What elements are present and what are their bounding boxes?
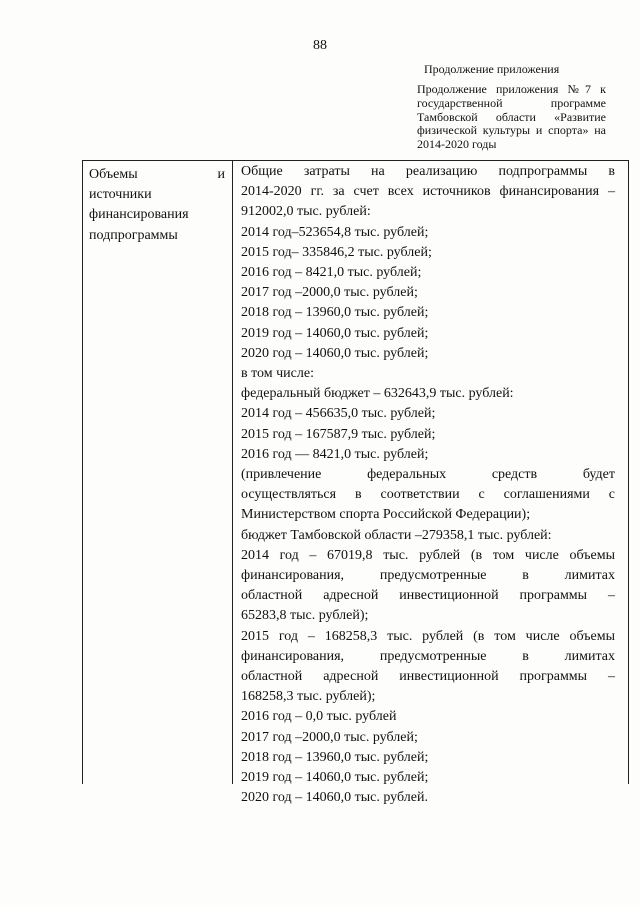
financing-line: 2014 год – 67019,8 тыс. рублей (в том числе объемы	[241, 547, 615, 563]
financing-table	[82, 160, 629, 806]
row-header-line: Объемы и	[89, 167, 225, 182]
financing-line: 65283,8 тыс. рублей);	[241, 608, 369, 624]
row-header-line: источники	[89, 187, 152, 203]
page-number: 88	[313, 38, 327, 53]
financing-line: федеральный бюджет – 632643,9 тыс. рублей:	[241, 386, 514, 402]
financing-line: финансирования, предусмотренные в лимитах	[241, 568, 615, 584]
continuation-note: Продолжение приложения	[424, 62, 560, 76]
financing-line: 2019 год – 14060,0 тыс. рублей;	[241, 770, 429, 786]
financing-line: 2017 год –2000,0 тыс. рублей;	[241, 285, 418, 301]
financing-line: 2014 год – 456635,0 тыс. рублей;	[241, 406, 436, 422]
financing-details-cell	[241, 162, 615, 809]
financing-line: 2014-2020 гг. за счет всех источников финансирования –	[241, 184, 615, 200]
financing-line: (привлечение федеральных средств будет	[241, 467, 615, 483]
financing-line: Министерством спорта Российской Федерации);	[241, 507, 531, 523]
row-header-cell	[89, 165, 225, 246]
financing-line: 2018 год – 13960,0 тыс. рублей;	[241, 305, 429, 321]
financing-line: 2020 год – 14060,0 тыс. рублей.	[241, 790, 428, 806]
financing-line: 2019 год – 14060,0 тыс. рублей;	[241, 325, 429, 341]
financing-line: 168258,3 тыс. рублей);	[241, 689, 376, 705]
financing-line: Общие затраты на реализацию подпрограммы в	[241, 164, 615, 179]
financing-line: 2015 год – 168258,3 тыс. рублей (в том числе объемы	[241, 628, 615, 644]
financing-line: в том числе:	[241, 366, 314, 382]
financing-line: бюджет Тамбовской области –279358,1 тыс. рублей:	[241, 527, 552, 543]
financing-line: 2016 год — 8421,0 тыс. рублей;	[241, 446, 429, 462]
row-header-line: подпрограммы	[89, 227, 178, 243]
row-header-line: финансирования	[89, 207, 189, 223]
financing-line: осуществляться в соответствии с соглашениями с	[241, 487, 615, 503]
financing-line: 2016 год – 8421,0 тыс. рублей;	[241, 265, 422, 281]
financing-line: 912002,0 тыс. рублей:	[241, 204, 371, 220]
financing-line: 2017 год –2000,0 тыс. рублей;	[241, 729, 418, 745]
appendix-note: Продолжение приложения №7 к государственной программе Тамбовской области «Развитие физической культуры и спорта» на 2014-2020 годы	[417, 82, 606, 152]
financing-line: 2018 год – 13960,0 тыс. рублей;	[241, 749, 429, 765]
financing-line: 2014 год–523654,8 тыс. рублей;	[241, 224, 429, 240]
financing-line: 2015 год – 167587,9 тыс. рублей;	[241, 426, 436, 442]
financing-line: 2016 год – 0,0 тыс. рублей	[241, 709, 397, 725]
column-divider	[232, 161, 233, 784]
financing-line: 2020 год – 14060,0 тыс. рублей;	[241, 345, 429, 361]
financing-line: областной адресной инвестиционной программы –	[241, 588, 615, 604]
financing-line: 2015 год– 335846,2 тыс. рублей;	[241, 244, 432, 260]
financing-line: областной адресной инвестиционной программы –	[241, 669, 615, 685]
financing-line: финансирования, предусмотренные в лимитах	[241, 648, 615, 664]
